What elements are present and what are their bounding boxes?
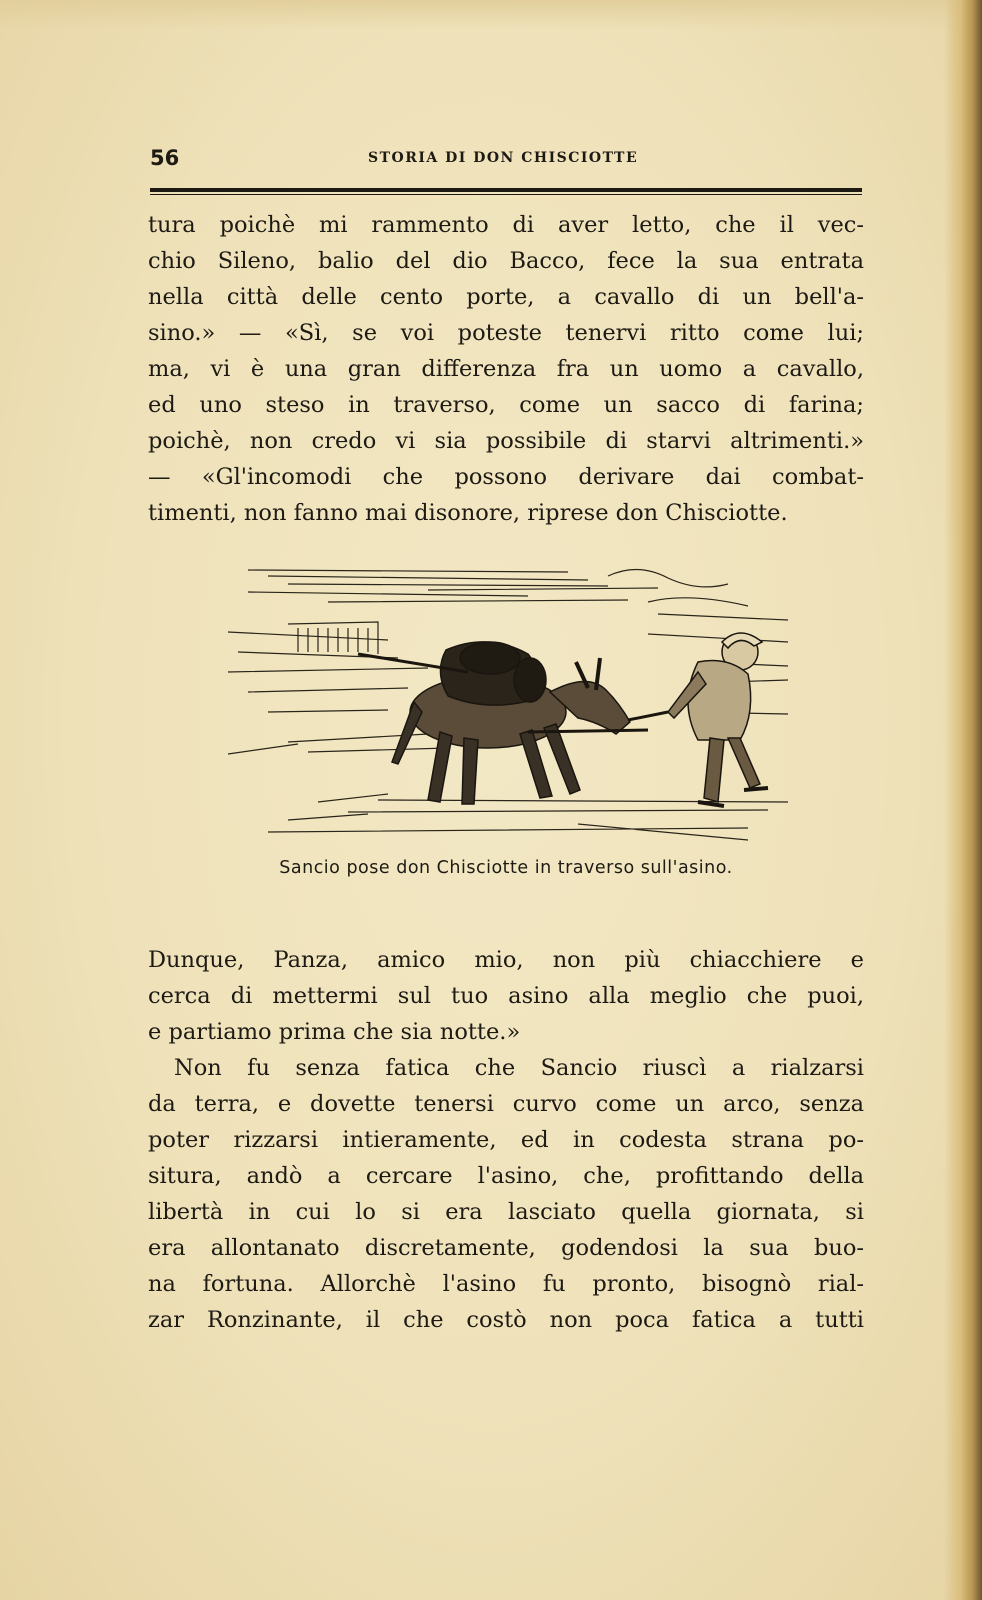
header-rule-thin — [150, 194, 862, 195]
text-line: poichè, non credo vi sia possibile di starvi altrimenti.» — [148, 428, 864, 454]
engraving-illustration — [228, 562, 788, 842]
text-line: Non fu senza fatica che Sancio riuscì a rialzarsi — [174, 1055, 864, 1081]
header-rule — [150, 188, 862, 192]
text-line: chio Sileno, balio del dio Bacco, fece la sua entrata — [148, 248, 864, 274]
text-line: timenti, non fanno mai disonore, riprese don Chisciotte. — [148, 500, 788, 526]
page-edge-shadow — [944, 0, 982, 1600]
text-line: zar Ronzinante, il che costò non poca fatica a tutti — [148, 1307, 864, 1333]
text-line: cerca di mettermi sul tuo asino alla meglio che puoi, — [148, 983, 864, 1009]
text-line: era allontanato discretamente, godendosi la sua buo- — [148, 1235, 864, 1261]
top-paragraph — [148, 207, 864, 531]
text-line: libertà in cui lo si era lasciato quella giornata, si — [148, 1199, 864, 1225]
running-title: STORIA DI DON CHISCIOTTE — [368, 150, 639, 166]
paragraph-sancio — [148, 1050, 864, 1338]
text-line: e partiamo prima che sia notte.» — [148, 1019, 521, 1045]
text-line: Dunque, Panza, amico mio, non più chiacchiere e — [148, 947, 864, 973]
text-line: ed uno steso in traverso, come un sacco di farina; — [148, 392, 864, 418]
text-line: — «Gl'incomodi che possono derivare dai combat- — [148, 464, 864, 490]
text-line: sino.» — «Sì, se voi poteste tenervi ritto come lui; — [148, 320, 864, 346]
text-line: poter rizzarsi intieramente, ed in codesta strana po- — [148, 1127, 864, 1153]
illustration-caption: Sancio pose don Chisciotte in traverso sull'asino. — [279, 858, 733, 878]
text-line: ma, vi è una gran differenza fra un uomo a cavallo, — [148, 356, 864, 382]
text-line: nella città delle cento porte, a cavallo di un bell'a- — [148, 284, 864, 310]
text-line: na fortuna. Allorchè l'asino fu pronto, bisognò rial- — [148, 1271, 864, 1297]
page-number: 56 — [150, 146, 180, 170]
text-line: da terra, e dovette tenersi curvo come un arco, senza — [148, 1091, 864, 1117]
text-line: tura poichè mi rammento di aver letto, che il vec- — [148, 212, 864, 238]
page-top-shadow — [0, 0, 982, 30]
page-header — [150, 146, 862, 172]
paragraph-continued — [148, 942, 864, 1050]
text-line: situra, andò a cercare l'asino, che, profittando della — [148, 1163, 864, 1189]
